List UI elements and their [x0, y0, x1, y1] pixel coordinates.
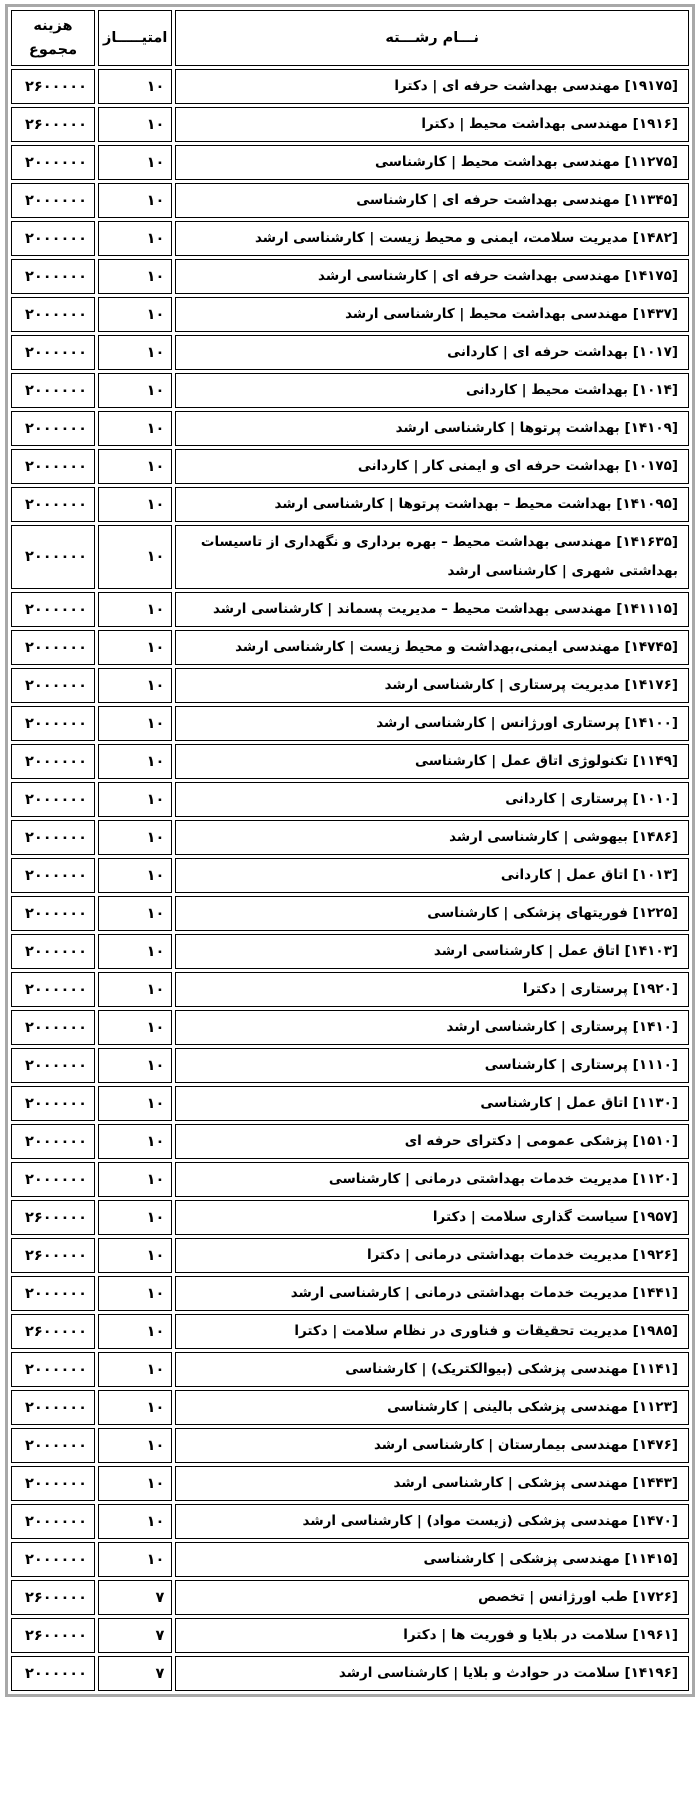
score-cell: ۱۰ [98, 297, 172, 332]
cost-cell: ۲۰۰۰۰۰۰ [11, 630, 95, 665]
table-row [11, 1162, 689, 1197]
name-cell: [۱۹۲۰] پرستاری | دکترا [175, 972, 689, 1007]
score-cell: ۱۰ [98, 782, 172, 817]
cost-cell: ۲۰۰۰۰۰۰ [11, 706, 95, 741]
name-cell: [۱۱۲۰] مدیریت خدمات بهداشتی درمانی | کارشناسی [175, 1162, 689, 1197]
cost-cell: ۲۶۰۰۰۰۰ [11, 1618, 95, 1653]
score-cell: ۱۰ [98, 1238, 172, 1273]
score-cell: ۱۰ [98, 107, 172, 142]
name-cell: [۱۹۱۷۵] مهندسی بهداشت حرفه ای | دکترا [175, 69, 689, 104]
table-row [11, 1542, 689, 1577]
score-cell: ۱۰ [98, 1504, 172, 1539]
table-row [11, 1466, 689, 1501]
cost-cell: ۲۰۰۰۰۰۰ [11, 820, 95, 855]
table-row [11, 1048, 689, 1083]
cost-cell: ۲۶۰۰۰۰۰ [11, 1200, 95, 1235]
table-row [11, 183, 689, 218]
cost-cell: ۲۰۰۰۰۰۰ [11, 1466, 95, 1501]
table-row [11, 820, 689, 855]
cost-cell: ۲۰۰۰۰۰۰ [11, 259, 95, 294]
score-cell: ۱۰ [98, 1352, 172, 1387]
name-cell: [۱۴۱۷۶] مدیریت پرستاری | کارشناسی ارشد [175, 668, 689, 703]
cost-cell: ۲۶۰۰۰۰۰ [11, 1238, 95, 1273]
header-cell-score [98, 10, 172, 66]
name-cell: [۱۲۲۵] فوریتهای پزشکی | کارشناسی [175, 896, 689, 931]
name-cell: [۱۱۳۴۵] مهندسی بهداشت حرفه ای | کارشناسی [175, 183, 689, 218]
name-cell: [۱۴۱۰] پرستاری | کارشناسی ارشد [175, 1010, 689, 1045]
name-cell: [۱۱۲۷۵] مهندسی بهداشت محیط | کارشناسی [175, 145, 689, 180]
table-row [11, 1428, 689, 1463]
score-cell: ۱۰ [98, 896, 172, 931]
name-cell: [۱۰۱۴] بهداشت محیط | کاردانی [175, 373, 689, 408]
table-row [11, 782, 689, 817]
score-cell: ۷ [98, 1656, 172, 1691]
score-cell: ۱۰ [98, 1086, 172, 1121]
cost-cell: ۲۶۰۰۰۰۰ [11, 1314, 95, 1349]
table-row [11, 297, 689, 332]
header-row [11, 10, 689, 66]
cost-cell: ۲۰۰۰۰۰۰ [11, 858, 95, 893]
cost-cell: ۲۰۰۰۰۰۰ [11, 1086, 95, 1121]
cost-cell: ۲۰۰۰۰۰۰ [11, 1162, 95, 1197]
cost-cell: ۲۰۰۰۰۰۰ [11, 1124, 95, 1159]
name-cell: [۱۴۱۷۵] مهندسی بهداشت حرفه ای | کارشناسی ارشد [175, 259, 689, 294]
name-cell: [۱۷۲۶] طب اورژانس | تخصص [175, 1580, 689, 1615]
score-cell: ۱۰ [98, 259, 172, 294]
name-cell: [۱۴۸۲] مدیریت سلامت، ایمنی و محیط زیست | کارشناسی ارشد [175, 221, 689, 256]
name-cell: [۱۴۱۹۶] سلامت در حوادث و بلایا | کارشناسی ارشد [175, 1656, 689, 1691]
name-cell: [۱۴۱۰۰] پرستاری اورژانس | کارشناسی ارشد [175, 706, 689, 741]
table-row [11, 259, 689, 294]
score-cell: ۱۰ [98, 1124, 172, 1159]
table-row [11, 744, 689, 779]
score-cell: ۱۰ [98, 373, 172, 408]
name-cell: [۱۴۳۷] مهندسی بهداشت محیط | کارشناسی ارشد [175, 297, 689, 332]
cost-cell: ۲۰۰۰۰۰۰ [11, 411, 95, 446]
header-name-label: نـــام رشـــته [385, 30, 479, 46]
table-row [11, 335, 689, 370]
header-cell-name [175, 10, 689, 66]
name-cell: [۱۴۸۶] بیهوشی | کارشناسی ارشد [175, 820, 689, 855]
table-row [11, 411, 689, 446]
table-row [11, 934, 689, 969]
table-row [11, 1238, 689, 1273]
name-cell: [۱۹۱۶] مهندسی بهداشت محیط | دکترا [175, 107, 689, 142]
cost-cell: ۲۰۰۰۰۰۰ [11, 782, 95, 817]
name-cell: [۱۹۸۵] مدیریت تحقیقات و فناوری در نظام سلامت | دکترا [175, 1314, 689, 1349]
cost-cell: ۲۶۰۰۰۰۰ [11, 69, 95, 104]
score-cell: ۱۰ [98, 221, 172, 256]
score-cell: ۱۰ [98, 1010, 172, 1045]
name-cell: [۱۱۴۱] مهندسی پزشکی (بیوالکتریک) | کارشناسی [175, 1352, 689, 1387]
cost-cell: ۲۰۰۰۰۰۰ [11, 592, 95, 627]
table-row [11, 1656, 689, 1691]
score-cell: ۱۰ [98, 668, 172, 703]
score-cell: ۱۰ [98, 1466, 172, 1501]
table-row [11, 592, 689, 627]
cost-cell: ۲۰۰۰۰۰۰ [11, 1276, 95, 1311]
name-cell: [۱۴۱۰۹] بهداشت پرتوها | کارشناسی ارشد [175, 411, 689, 446]
table-row [11, 896, 689, 931]
score-cell: ۱۰ [98, 411, 172, 446]
table-row [11, 525, 689, 589]
cost-cell: ۲۰۰۰۰۰۰ [11, 183, 95, 218]
table-row [11, 630, 689, 665]
cost-cell: ۲۰۰۰۰۰۰ [11, 1504, 95, 1539]
header-cost-line1: هزینه [33, 18, 73, 34]
table-row [11, 373, 689, 408]
cost-cell: ۲۰۰۰۰۰۰ [11, 525, 95, 589]
name-cell: [۱۰۱۳] اتاق عمل | کاردانی [175, 858, 689, 893]
table-row [11, 1276, 689, 1311]
cost-cell: ۲۰۰۰۰۰۰ [11, 668, 95, 703]
name-cell: [۱۱۱۰] پرستاری | کارشناسی [175, 1048, 689, 1083]
cost-cell: ۲۰۰۰۰۰۰ [11, 744, 95, 779]
name-cell: [۱۰۱۰] پرستاری | کاردانی [175, 782, 689, 817]
score-cell: ۱۰ [98, 972, 172, 1007]
name-cell: [۱۴۷۰] مهندسی پزشکی (زیست مواد) | کارشناسی ارشد [175, 1504, 689, 1539]
cost-cell: ۲۰۰۰۰۰۰ [11, 1428, 95, 1463]
score-cell: ۷ [98, 1618, 172, 1653]
score-cell: ۱۰ [98, 525, 172, 589]
cost-cell: ۲۰۰۰۰۰۰ [11, 487, 95, 522]
score-cell: ۱۰ [98, 1048, 172, 1083]
name-cell: [۱۱۲۳] مهندسی پزشکی بالینی | کارشناسی [175, 1390, 689, 1425]
score-cell: ۱۰ [98, 1390, 172, 1425]
name-cell: [۱۴۴۱] مدیریت خدمات بهداشتی درمانی | کارشناسی ارشد [175, 1276, 689, 1311]
table-row [11, 221, 689, 256]
name-cell: [۱۴۷۶] مهندسی بیمارستان | کارشناسی ارشد [175, 1428, 689, 1463]
table-row [11, 706, 689, 741]
name-cell: [۱۴۱۰۹۵] بهداشت محیط – بهداشت پرتوها | کارشناسی ارشد [175, 487, 689, 522]
score-cell: ۱۰ [98, 744, 172, 779]
table-body [11, 69, 689, 1691]
cost-cell: ۲۰۰۰۰۰۰ [11, 145, 95, 180]
header-cell-cost [11, 10, 95, 66]
name-cell: [۱۱۴۱۵] مهندسی پزشکی | کارشناسی [175, 1542, 689, 1577]
score-cell: ۱۰ [98, 449, 172, 484]
name-cell: [۱۴۱۶۳۵] مهندسی بهداشت محیط – بهره برداری و نگهداری از تاسیسات بهداشتی شهری | کارشناسی ارشد [175, 525, 689, 589]
score-cell: ۱۰ [98, 183, 172, 218]
score-cell: ۱۰ [98, 706, 172, 741]
table-row [11, 1200, 689, 1235]
cost-cell: ۲۰۰۰۰۰۰ [11, 373, 95, 408]
score-cell: ۱۰ [98, 335, 172, 370]
table-row [11, 1124, 689, 1159]
header-score-label: امتیـــــاز [103, 30, 168, 46]
score-cell: ۱۰ [98, 1276, 172, 1311]
table-row [11, 1314, 689, 1349]
table-row [11, 1010, 689, 1045]
score-cell: ۱۰ [98, 592, 172, 627]
score-cell: ۱۰ [98, 1200, 172, 1235]
cost-cell: ۲۰۰۰۰۰۰ [11, 221, 95, 256]
cost-cell: ۲۰۰۰۰۰۰ [11, 1048, 95, 1083]
name-cell: [۱۱۴۹] تکنولوژی اتاق عمل | کارشناسی [175, 744, 689, 779]
programs-table [8, 7, 692, 1694]
cost-cell: ۲۰۰۰۰۰۰ [11, 335, 95, 370]
cost-cell: ۲۰۰۰۰۰۰ [11, 1656, 95, 1691]
table-row [11, 487, 689, 522]
score-cell: ۱۰ [98, 858, 172, 893]
table-row [11, 1390, 689, 1425]
table-row [11, 107, 689, 142]
score-cell: ۱۰ [98, 934, 172, 969]
table-row [11, 972, 689, 1007]
name-cell: [۱۹۲۶] مدیریت خدمات بهداشتی درمانی | دکترا [175, 1238, 689, 1273]
score-cell: ۱۰ [98, 820, 172, 855]
cost-cell: ۲۰۰۰۰۰۰ [11, 896, 95, 931]
cost-cell: ۲۰۰۰۰۰۰ [11, 1010, 95, 1045]
score-cell: ۱۰ [98, 630, 172, 665]
table-row [11, 449, 689, 484]
table-row [11, 1352, 689, 1387]
cost-cell: ۲۰۰۰۰۰۰ [11, 972, 95, 1007]
name-cell: [۱۴۱۰۳] اتاق عمل | کارشناسی ارشد [175, 934, 689, 969]
table-row [11, 145, 689, 180]
score-cell: ۱۰ [98, 1428, 172, 1463]
score-cell: ۱۰ [98, 145, 172, 180]
header-cost-line2: مجموع [28, 42, 78, 58]
cost-cell: ۲۰۰۰۰۰۰ [11, 1542, 95, 1577]
score-cell: ۱۰ [98, 69, 172, 104]
table-row [11, 668, 689, 703]
table-row [11, 1580, 689, 1615]
name-cell: [۱۰۱۷] بهداشت حرفه ای | کاردانی [175, 335, 689, 370]
score-cell: ۱۰ [98, 1162, 172, 1197]
table-row [11, 1618, 689, 1653]
name-cell: [۱۴۴۳] مهندسی پزشکی | کارشناسی ارشد [175, 1466, 689, 1501]
name-cell: [۱۴۷۴۵] مهندسی ایمنی،بهداشت و محیط زیست | کارشناسی ارشد [175, 630, 689, 665]
table-row [11, 1504, 689, 1539]
cost-cell: ۲۰۰۰۰۰۰ [11, 934, 95, 969]
name-cell: [۱۴۱۱۱۵] مهندسی بهداشت محیط – مدیریت پسماند | کارشناسی ارشد [175, 592, 689, 627]
cost-cell: ۲۰۰۰۰۰۰ [11, 449, 95, 484]
name-cell: [۱۹۶۱] سلامت در بلایا و فوریت ها | دکترا [175, 1618, 689, 1653]
name-cell: [۱۰۱۷۵] بهداشت حرفه ای و ایمنی کار | کاردانی [175, 449, 689, 484]
name-cell: [۱۱۳۰] اتاق عمل | کارشناسی [175, 1086, 689, 1121]
cost-cell: ۲۶۰۰۰۰۰ [11, 1580, 95, 1615]
name-cell: [۱۹۵۷] سیاست گذاری سلامت | دکترا [175, 1200, 689, 1235]
table-row [11, 69, 689, 104]
score-cell: ۷ [98, 1580, 172, 1615]
cost-cell: ۲۰۰۰۰۰۰ [11, 297, 95, 332]
cost-cell: ۲۶۰۰۰۰۰ [11, 107, 95, 142]
score-cell: ۱۰ [98, 1314, 172, 1349]
table-row [11, 1086, 689, 1121]
table-frame [5, 4, 695, 1697]
name-cell: [۱۵۱۰] پزشکی عمومی | دکترای حرفه ای [175, 1124, 689, 1159]
cost-cell: ۲۰۰۰۰۰۰ [11, 1352, 95, 1387]
score-cell: ۱۰ [98, 1542, 172, 1577]
cost-cell: ۲۰۰۰۰۰۰ [11, 1390, 95, 1425]
table-row [11, 858, 689, 893]
score-cell: ۱۰ [98, 487, 172, 522]
